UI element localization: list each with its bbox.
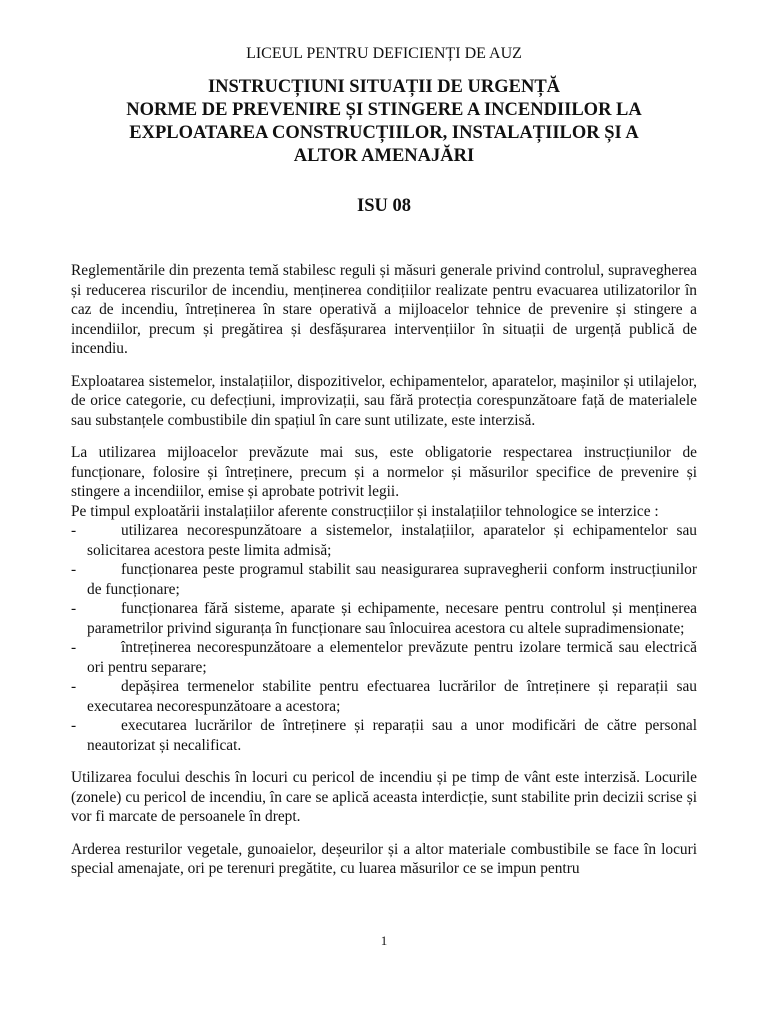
document-code: ISU 08 — [357, 196, 411, 216]
paragraph: Utilizarea focului deschis în locuri cu pericol de incendiu și pe timp de vânt este interzisă. Locurile (zonele) cu pericol de incendiu, în care se aplică aceasta interdicție, sunt stabilite prin decizii scrise și vor fi marcate de persoanele în drept. — [71, 769, 697, 825]
list-item — [71, 638, 697, 677]
list-dash: - — [71, 678, 77, 695]
list-item — [71, 560, 697, 599]
list-dash: - — [71, 717, 77, 734]
title-line: INSTRUCȚIUNI SITUAȚII DE URGENȚĂ — [207, 77, 561, 97]
list-dash: - — [71, 600, 77, 617]
list-item — [71, 677, 697, 716]
title-line: EXPLOATAREA CONSTRUCȚIILOR, INSTALAȚIILOR ȘI A — [129, 123, 639, 143]
list-dash: - — [71, 561, 77, 578]
school-name: LICEUL PENTRU DEFICIENȚI DE AUZ — [246, 45, 522, 62]
page-number: 1 — [380, 933, 388, 948]
document-title — [71, 76, 697, 168]
list-item-text: depășirea termenelor stabilite pentru efectuarea lucrărilor de întreținere și reparații sau executarea necorespunzătoare a acestora; — [87, 678, 697, 715]
list-dash: - — [71, 522, 77, 539]
list-intro: Pe timpul exploatării instalațiilor aferente construcțiilor și instalațiilor tehnologice se interzice : — [71, 502, 659, 520]
list-item-text: executarea lucrărilor de întreținere și reparații sau a unor modificări de către personal neautorizat și necalificat. — [87, 717, 697, 754]
list-item-text: funcționarea peste programul stabilit sau neasigurarea supravegherii conform instrucțiunilor de funcționare; — [87, 561, 697, 598]
list-item-text: utilizarea necorespunzătoare a sistemelor, instalațiilor, aparatelor și echipamentelor sau solicitarea acestora peste limita admisă; — [87, 522, 697, 559]
paragraph: Reglementările din prezenta temă stabilesc reguli și măsuri generale privind controlul, supravegherea și reducerea riscurilor de incendiu, menținerea condițiilor realizate pentru evacuarea utilizatorilor în caz de incendiu, întreținerea în stare operativă a mijloacelor tehnice de prevenire și stingere a incendiilor, precum și pregătirea și desfășurarea intervențiilor în situații de urgență publică de incendiu. — [71, 262, 697, 357]
title-line: ALTOR AMENAJĂRI — [293, 146, 475, 166]
title-line: NORME DE PREVENIRE ȘI STINGERE A INCENDIILOR LA — [126, 100, 642, 120]
prohibitions-list — [71, 521, 697, 755]
list-item-text: întreținerea necorespunzătoare a elementelor prevăzute pentru izolare termică sau electrică ori pentru separare; — [87, 639, 697, 676]
list-item-text: funcționarea fără sisteme, aparate și echipamente, necesare pentru controlul și menținerea parametrilor privind siguranța în funcționare sau înlocuirea acestora cu altele supradimensionate; — [87, 600, 697, 637]
paragraph: Arderea resturilor vegetale, gunoaielor, deșeurilor și a altor materiale combustibile se face în locuri special amenajate, ori pe terenuri pregătite, cu luarea măsurilor ce se impun pentru — [71, 840, 697, 877]
paragraph: Exploatarea sistemelor, instalațiilor, dispozitivelor, echipamentelor, aparatelor, mașinilor și utilajelor, de orice categorie, cu defecțiuni, improvizații, sau fără protecția corespunzătoare față de materialele sau substanțele combustibile din spațiul în care sunt utilizate, este interzisă. — [71, 372, 697, 429]
list-item — [71, 599, 697, 638]
document-body — [71, 261, 697, 879]
paragraph: La utilizarea mijloacelor prevăzute mai sus, este obligatorie respectarea instrucțiunilor de funcționare, folosire și întreținere, precum și a normelor și măsurilor specifice de prevenire și stingere a incendiilor, emise și aprobate potrivit legii. — [71, 444, 697, 500]
list-item — [71, 716, 697, 755]
list-item — [71, 521, 697, 560]
list-dash: - — [71, 639, 77, 656]
